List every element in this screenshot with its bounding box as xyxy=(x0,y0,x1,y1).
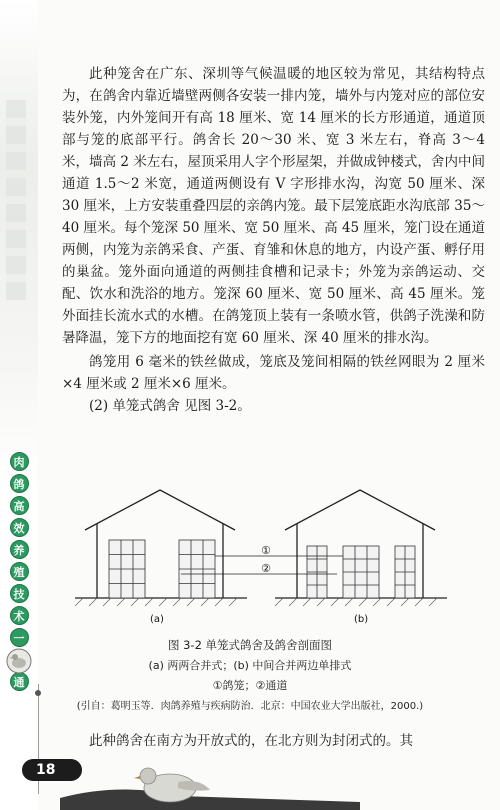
figure-3-2-diagram xyxy=(75,488,485,628)
page-number: 18 xyxy=(36,762,56,778)
callout-1-label: ① xyxy=(261,544,271,557)
body-text xyxy=(62,63,485,417)
series-title-char: 高 xyxy=(10,496,29,515)
label-a: (a) xyxy=(150,614,164,625)
series-title-char: 殖 xyxy=(10,562,29,581)
label-b: (b) xyxy=(354,614,369,625)
series-title-char: 效 xyxy=(10,518,29,537)
series-title-char: 鸽 xyxy=(10,474,29,493)
footer-pigeon-illustration xyxy=(60,742,360,810)
figure-caption-title: 图 3-2 单笼式鸽舍及鸽舍剖面图 xyxy=(167,638,333,652)
callout-2-label: ② xyxy=(261,562,271,575)
paragraph-bottom: 此种鸽舍在南方为开放式的，在北方则为封闭式的。其 xyxy=(89,733,413,749)
figure-caption-subtitle: (a) 两两合并式；(b) 中间合并两边单排式 xyxy=(148,659,352,672)
series-title-char: 养 xyxy=(10,540,29,559)
house-b xyxy=(275,490,447,606)
series-title-char: 技 xyxy=(10,584,29,603)
series-title-char: 术 xyxy=(10,606,29,625)
page-number-tab xyxy=(22,759,82,781)
figure-caption-source: (引自：葛明玉等．肉鸽养殖与疾病防治．北京：中国农业大学出版社，2000.) xyxy=(76,701,424,712)
figure-caption-legend: ①鸽笼；②通道 xyxy=(212,679,288,692)
series-title-char: 通 xyxy=(10,672,29,691)
faint-margin-strip xyxy=(6,100,26,300)
series-title-char: 一 xyxy=(10,628,29,647)
series-title-char: 肉 xyxy=(10,452,29,471)
subheading-single-cage: (2) 单笼式鸽舍 见图 3-2。 xyxy=(89,398,251,414)
paragraph-wire-cage: 鸽笼用 6 毫米的铁丝做成，笼底及笼间相隔的铁丝网眼为 2 厘米×4 厘米或 2 厘米×6 厘米。 xyxy=(62,354,485,392)
house-a xyxy=(75,490,247,606)
paragraph-cage-structure: 此种笼舍在广东、深圳等气候温暖的地区较为常见，其结构特点为，在鸽舍内靠近墙壁两侧各安装一排内笼，墙外与内笼对应的部位安装外笼，内外笼间开有高 18 厘米、宽 14 厘米的长方形通道，通道顶部与笼的底部平行。鸽舍长 20～30 米、宽 3 米左右，脊高 3～4 米，墙高 2 米左右，屋顶采用人字个形屋架，并做成钟楼式，舍内中间通道 1.5～2 米宽，通道两侧设有 V 字形排水沟，沟宽 50 厘米、深 30 厘米，上方安装重叠四层的亲鸽内笼。最下层笼底距水沟底部 35～40 厘米。每个笼深 50 厘米、宽 50 厘米、高 45 厘米，笼门设在通道两侧，内笼为亲鸽采食、产蛋、育雏和休息的地方，内设产蛋、孵仔用的巢盆。笼外面向通道的两侧挂食槽和记录卡；外笼为亲鸽运动、交配、饮水和洗浴的地方。笼深 60 厘米、宽 50 厘米、高 45 厘米。笼外面挂长流水式的水槽。在鸽笼顶上装有一条喷水管，供鸽子洗澡和防暑降温，笼下方的地面挖有宽 60 厘米、深 40 厘米的排水沟。 xyxy=(62,66,485,346)
